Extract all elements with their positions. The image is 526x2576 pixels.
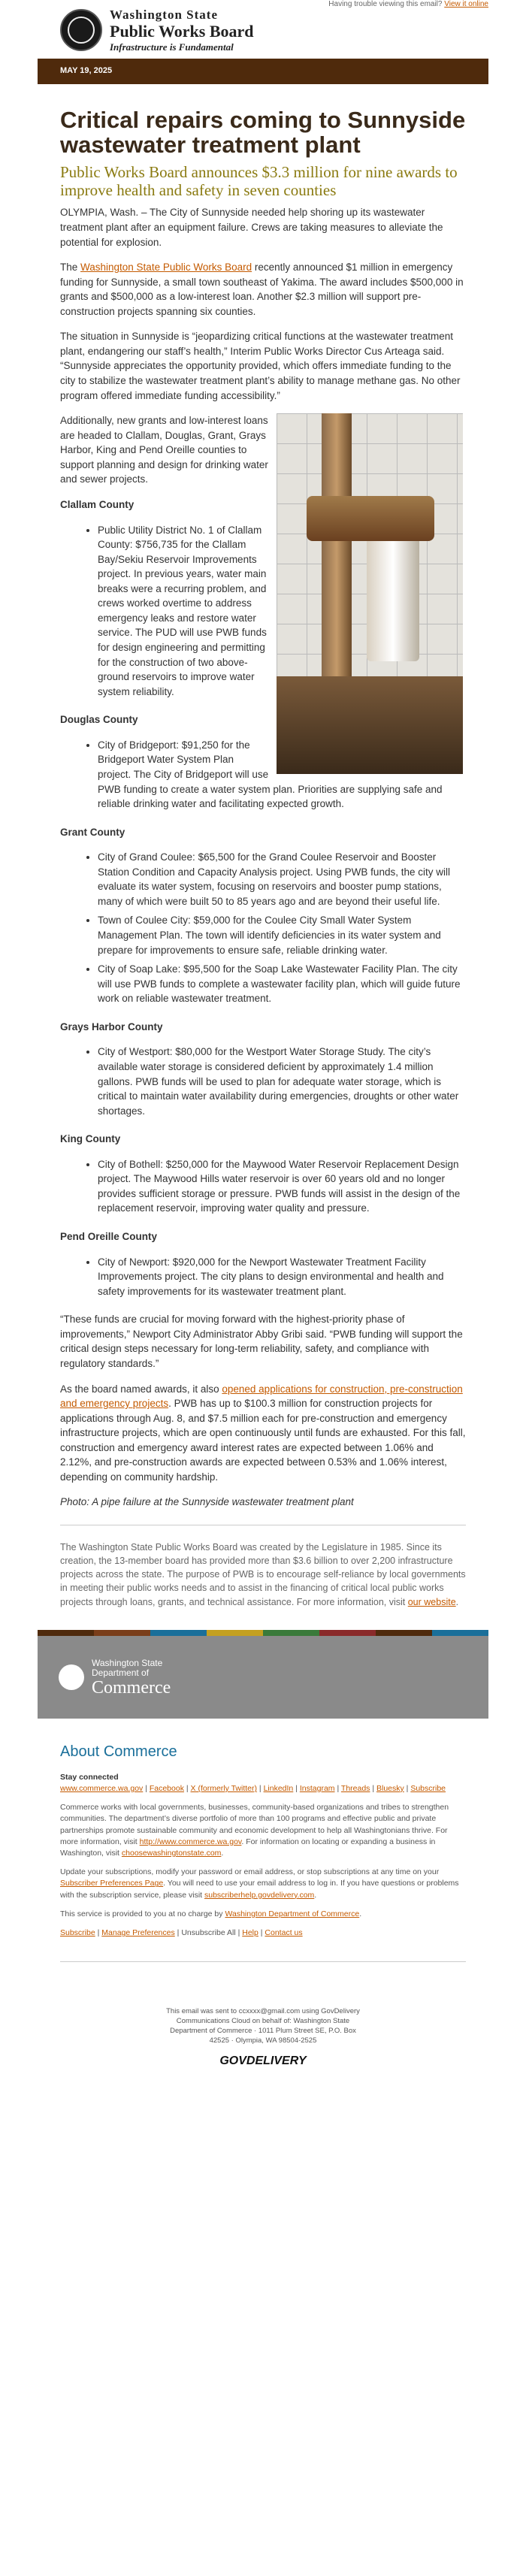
- footer-link: Unsubscribe All: [181, 1928, 236, 1938]
- commerce-url-link[interactable]: http://www.commerce.wa.gov: [139, 1837, 242, 1846]
- bottom-links: Subscribe | Manage Preferences | Unsubscribe All | Help | Contact us: [60, 1928, 303, 1938]
- award-item: • Town of Coulee City: $59,000 for the Coulee City Small Water System Management Plan. The town will identify deficiencies in its water system and prepare for improvements to ensure safe, reliable drinking water.: [98, 913, 466, 957]
- article: [38, 84, 488, 1630]
- footer-link[interactable]: Help: [242, 1928, 258, 1938]
- county-award-list: [60, 1157, 466, 1216]
- wa-commerce-link[interactable]: Washington Department of Commerce: [225, 1909, 360, 1918]
- county-award-list: [60, 1045, 466, 1118]
- commerce-star-icon: [59, 1664, 84, 1690]
- choose-wa-link[interactable]: choosewashingtonstate.com: [121, 1848, 222, 1858]
- award-item: • Public Utility District No. 1 of Clallam County: $756,735 for the Clallam Bay/Sekiu Reservoir Improvements project. In previous years, water main breaks were a recurring problem, and crews worked overtime to address emergency leaks and restore water service. The PUD will use PWB funds for design engineering and permitting for the construction of two above-ground reservoirs to improve water system reliability.: [98, 523, 466, 700]
- stay-connected: Stay connected www.commerce.wa.gov | Facebook | X (formerly Twitter) | LinkedIn | Instagram | Threads | Bluesky | Subscribe: [60, 1772, 446, 1793]
- headline: Critical repairs coming to Sunnyside wastewater treatment plant: [60, 107, 466, 158]
- commerce-logo-band: [38, 1636, 488, 1719]
- social-link[interactable]: Subscribe: [410, 1783, 446, 1793]
- pipe-failure-photo: [277, 413, 466, 774]
- about-commerce-title: About Commerce: [60, 1743, 177, 1760]
- about-commerce: [38, 1741, 488, 2070]
- service-notice: This service is provided to you at no charge by Washington Department of Commerce.: [60, 1909, 362, 1918]
- divider-bottom: [60, 1961, 466, 1962]
- logo-line1: Washington State: [110, 8, 218, 22]
- social-link[interactable]: LinkedIn: [263, 1783, 294, 1793]
- award-item: • City of Grand Coulee: $65,500 for the Grand Coulee Reservoir and Booster Station Condition and Capacity Analysis project. Using PWB funds, the city will evaluate its water system, focusing on reservoirs and booster pump stations, many of which were built 50 to 85 years ago and are beyond their useful life.: [98, 850, 466, 909]
- social-link[interactable]: Threads: [340, 1783, 370, 1793]
- subscriber-preferences-link[interactable]: Subscriber Preferences Page: [60, 1879, 164, 1888]
- award-item: • City of Bridgeport: $91,250 for the Bridgeport Water System Plan project. The City of Bridgeport will use PWB funding to create a water system plan. Priorities are supplying safe and reliable drinking water and facilitating expected growth.: [98, 738, 466, 812]
- award-item: • City of Soap Lake: $95,500 for the Soap Lake Wastewater Facility Plan. The city will use PWB funds to complete a wastewater facility plan, which will guide future work on reliable wastewater treatment.: [98, 962, 466, 1006]
- commerce-blurb: Commerce works with local governments, businesses, community-based organizations and tribes to strengthen communities. The department’s diverse portfolio of more than 100 programs and effective public and private partnerships promote sustainable community and economic development to help all Washingtonians thrive. For more information, visit http://www.commerce.wa.gov. For information on locating or expanding a business in Washington, visit choosewashingtonstate.com.: [60, 1803, 449, 1858]
- pwb-link[interactable]: Washington State Public Works Board: [80, 262, 252, 274]
- county-heading: Grays Harbor County: [60, 1020, 163, 1033]
- social-link[interactable]: Instagram: [299, 1783, 335, 1793]
- logo-tagline: Infrastructure is Fundamental: [110, 41, 234, 53]
- applications-paragraph: As the board named awards, it also opened applications for construction, pre-construction and emergency projects. PWB has up to $100.3 million for construction projects for applications through Aug. 8, and $7.5 million each for pre-construction and emergency infrastructure projects, which are open continuously until funds are exhausted. For this fall, construction and emergency award interest rates are expected between 1.06% and 2.12%, and pre-construction awards are expected between 0.53% and 1.06% interest, depending on community hardship.: [60, 1383, 466, 1483]
- subheadline: Public Works Board announces $3.3 million for nine awards to improve health and safety in seven counties: [60, 163, 458, 200]
- footer-link[interactable]: Subscribe: [60, 1928, 95, 1938]
- county-award-list: [60, 850, 466, 1006]
- email-container: [38, 0, 488, 2070]
- photo-caption: Photo: A pipe failure at the Sunnyside wastewater treatment plant: [60, 1496, 354, 1508]
- county-heading: King County: [60, 1133, 121, 1145]
- preheader-text: Having trouble viewing this email?: [328, 0, 443, 8]
- logo-line2: Public Works Board: [110, 22, 254, 41]
- footer-link[interactable]: Contact us: [265, 1928, 303, 1938]
- funding-paragraph: The Washington State Public Works Board recently announced $1 million in emergency funding for Sunnyside, a small town southeast of Yakima. The award includes $500,000 in grants and $500,000 as a low-interest loan. Another $2.3 million will support pre-construction projects spanning six counties.: [60, 262, 464, 317]
- footer-text: This email was sent to ccxxxx@gmail.com using GovDelivery Communications Cloud on behalf of: Washington State Department of Commerce · 1011 Plum Street SE, P.O. Box 42525 · Olympia, WA 98504-2525: [166, 2007, 360, 2045]
- county-heading: Clallam County: [60, 498, 135, 510]
- counties-paragraph: Additionally, new grants and low-interest loans are headed to Clallam, Douglas, Grant, Grays Harbor, King and Pend Oreille counties to support planning and design for drinking water and sewer projects.: [60, 415, 268, 485]
- issue-date: MAY 19, 2025: [60, 66, 113, 75]
- subscription-info: Update your subscriptions, modify your password or email address, or stop subscriptions at any time on your Subscriber Preferences Page. You will need to use your email address to log in. If you have questions or problems with the subscription service, please visit subscriberhelp.govdelivery.com.: [60, 1867, 459, 1900]
- county-heading: Pend Oreille County: [60, 1231, 158, 1242]
- date-bar: [38, 59, 488, 84]
- view-online-link[interactable]: View it online: [444, 0, 488, 8]
- govdelivery-logo[interactable]: GOVDELIVERY: [219, 2054, 307, 2067]
- intro-paragraph: OLYMPIA, Wash. – The City of Sunnyside needed help shoring up its wastewater treatment plant after an equipment failure. Crews are taking measures to alleviate the potential for explosion.: [60, 207, 443, 248]
- about-pwb: The Washington State Public Works Board was created by the Legislature in 1985. Since its creation, the 13-member board has provided more than $3.6 billion to over 2,200 infrastructure projects across the state. The purpose of PWB is to encourage self-reliance by local governments in meeting their public works needs and to assist in the financing of critical local public works projects through loans, grants, and technical assistance. For more information, visit our website.: [60, 1542, 466, 1607]
- award-item: • City of Bothell: $250,000 for the Maywood Water Reservoir Replacement Design project. The Maywood Hills water reservoir is over 60 years old and no longer provides sufficient storage or pressure. PWB funds will assist in the design of the replacement reservoir, improving water quality and pressure.: [98, 1157, 466, 1216]
- pwb-website-link[interactable]: our website: [407, 1596, 456, 1607]
- social-link[interactable]: www.commerce.wa.gov: [60, 1783, 144, 1793]
- quote-paragraph: “These funds are crucial for moving forward with the highest-priority phase of improvements,” Newport City Administrator Abby Gribi said. “PWB funding will support the critical design steps necessary for long-term reliability, safety, and compliance with regulatory standards.”: [60, 1314, 463, 1369]
- award-item: • City of Westport: $80,000 for the Westport Water Storage Study. The city’s available water storage is considered deficient by approximately 1.4 million gallons. PWB funds will be used to plan for adequate water storage, which is critical to maintain water availability during emergencies, droughts or other water shortages.: [98, 1045, 466, 1118]
- social-links: www.commerce.wa.gov | Facebook | X (formerly Twitter) | LinkedIn | Instagram | Threads | Bluesky | Subscribe: [60, 1783, 446, 1793]
- social-link[interactable]: X (formerly Twitter): [190, 1783, 258, 1793]
- color-stripe: [38, 1630, 488, 1636]
- email-header: [38, 0, 488, 59]
- social-link[interactable]: Facebook: [149, 1783, 184, 1793]
- commerce-logo-text: Washington State Department of Commerce: [92, 1657, 171, 1698]
- pwb-seal-icon: [60, 9, 102, 51]
- award-item: • City of Newport: $920,000 for the Newport Wastewater Treatment Facility Improvements project. The city plans to design environmental and health and safety improvements for its wastewater treatment plant.: [98, 1255, 466, 1299]
- county-heading: Douglas County: [60, 714, 138, 726]
- social-link[interactable]: Bluesky: [376, 1783, 404, 1793]
- situation-paragraph: The situation in Sunnyside is “jeopardizing critical functions at the wastewater treatment plant, endangering our staff’s health,” Interim Public Works Director Cus Arteaga said. “Sunnyside appreciates the opportunity provided, which offers immediate funding to the city to stabilize the wastewater treatment plant’s ability to manage methane gas. No other program offered immediate funding accessibility.”: [60, 331, 461, 401]
- county-award-list: [60, 1255, 466, 1299]
- county-heading: Grant County: [60, 826, 125, 838]
- applications-link[interactable]: opened applications for construction, pre-construction and emergency projects: [60, 1383, 463, 1410]
- subscriber-help-link[interactable]: subscriberhelp.govdelivery.com: [204, 1890, 315, 1900]
- preheader: [328, 0, 488, 8]
- footer-link[interactable]: Manage Preferences: [101, 1928, 175, 1938]
